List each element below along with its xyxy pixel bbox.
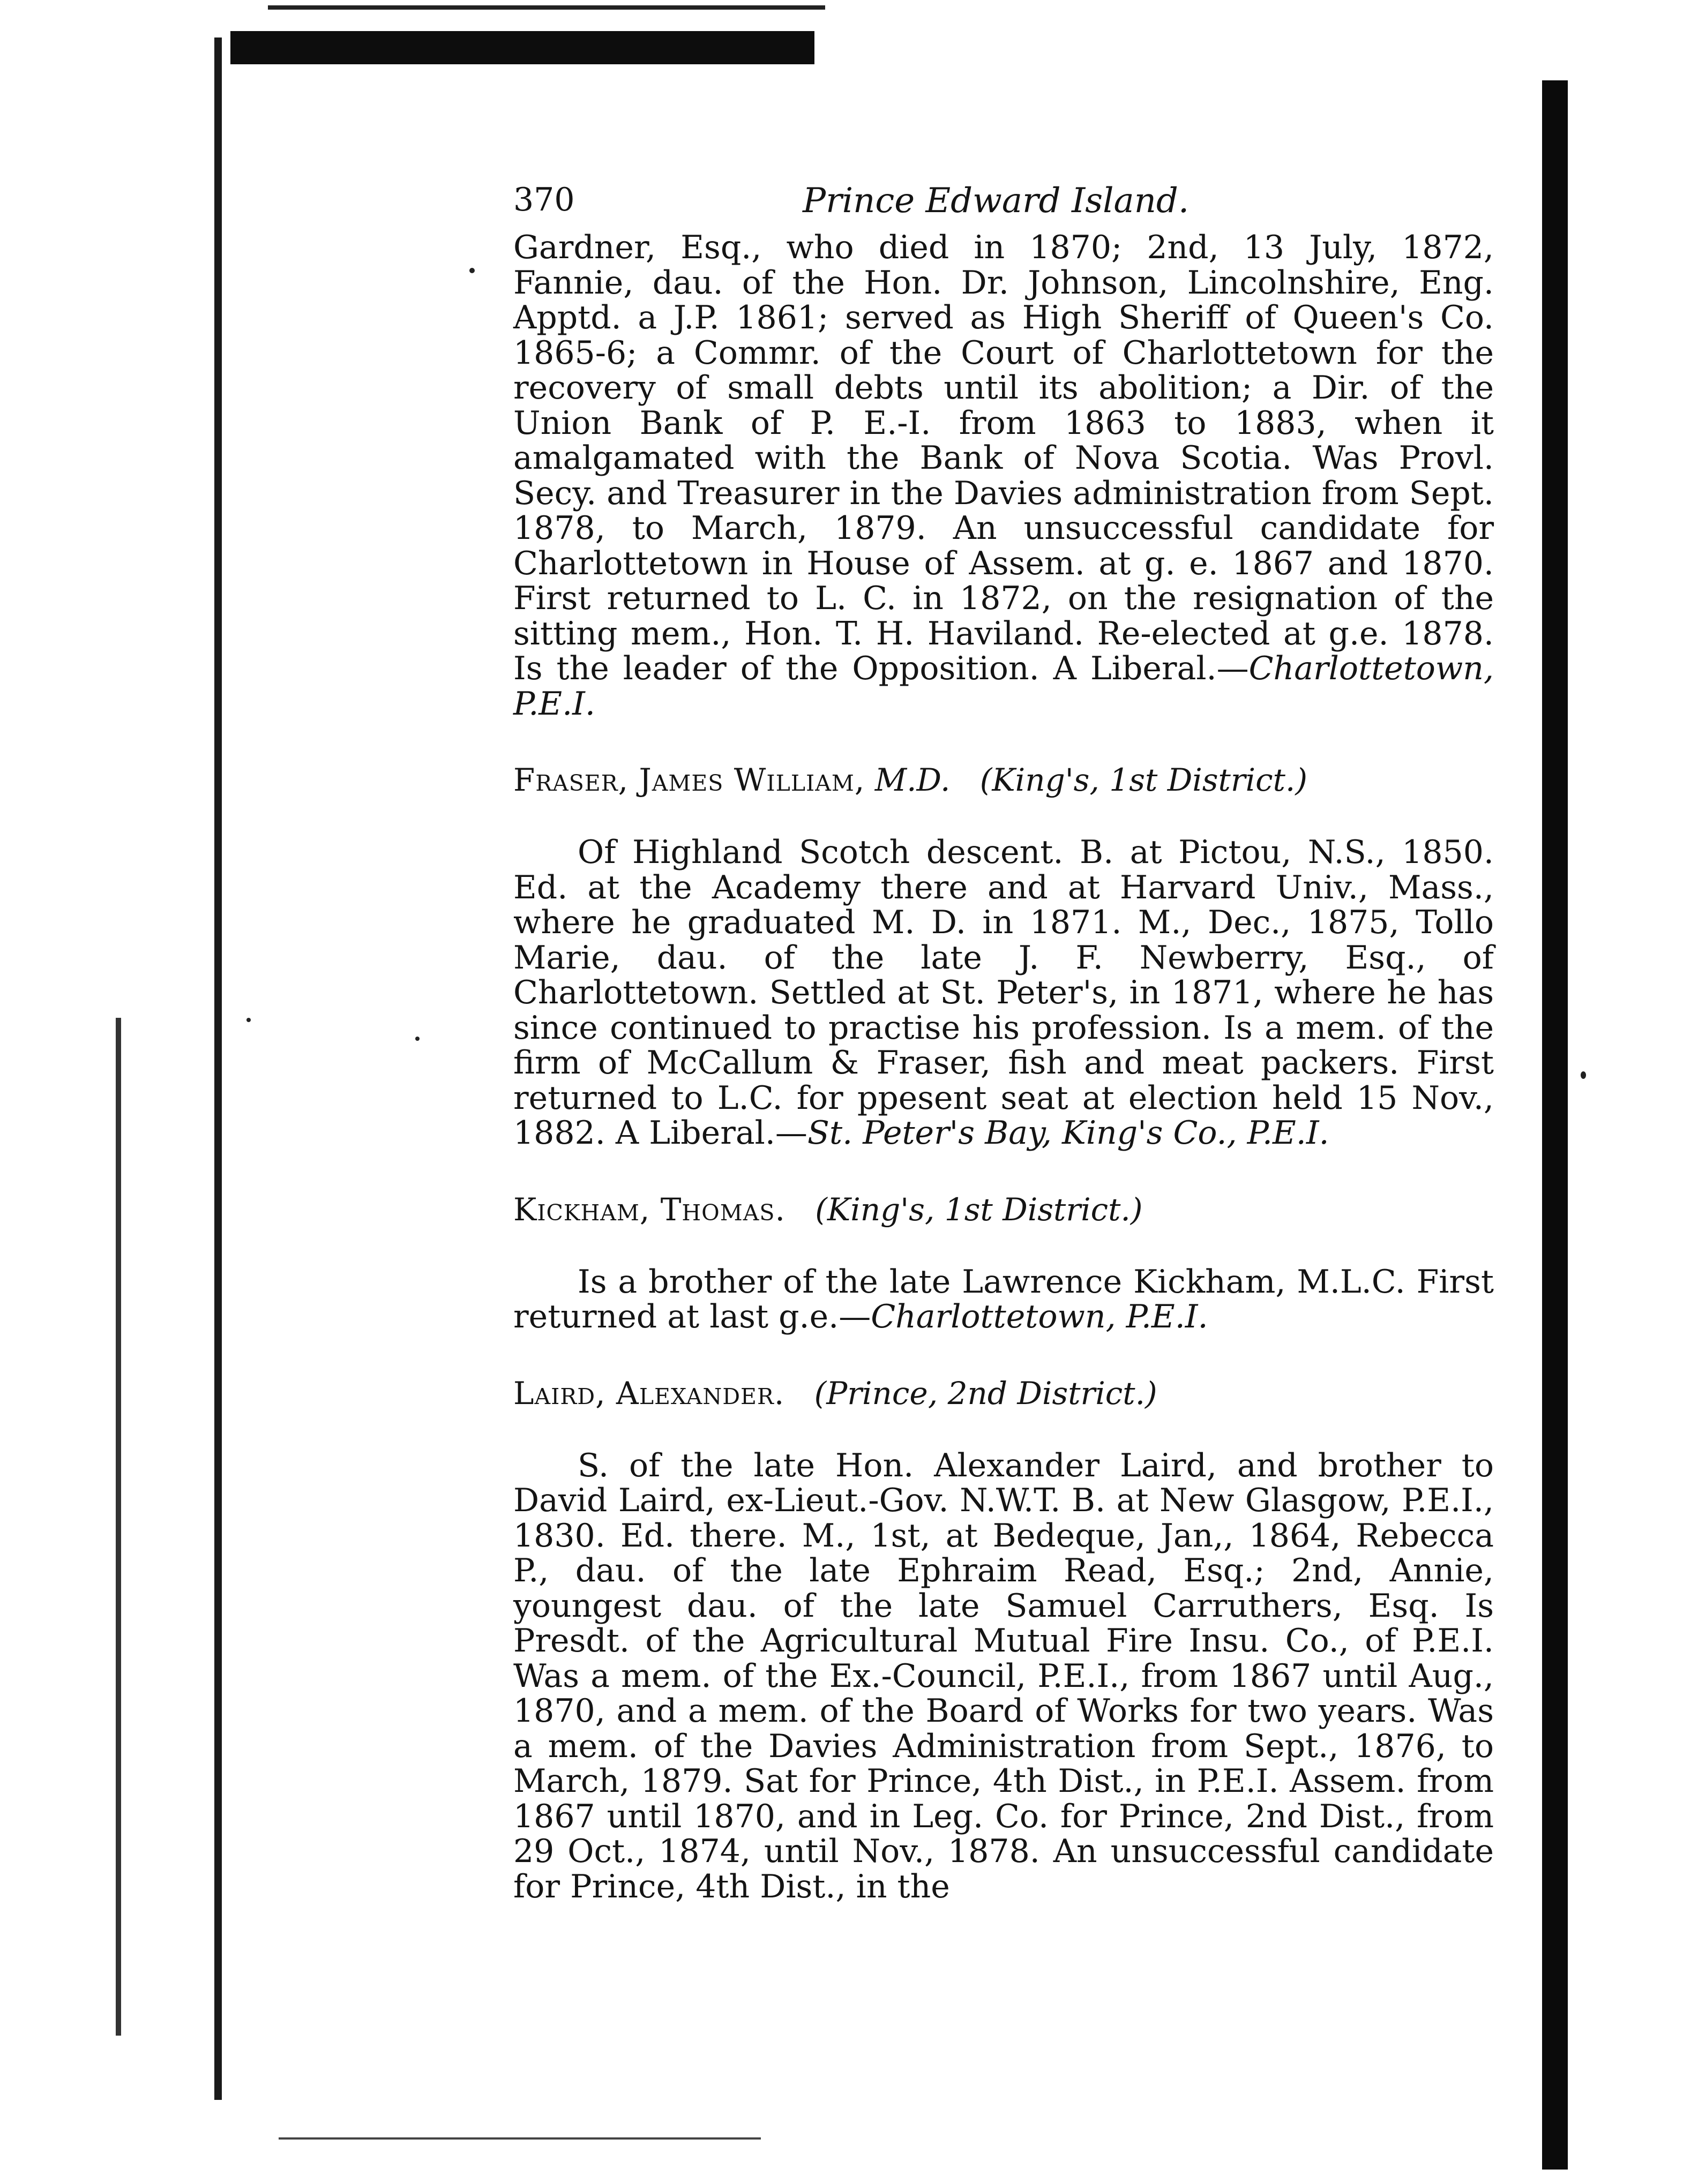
entry-heading-fraser: [513, 762, 1494, 798]
entry-address: St. Peter's Bay, King's Co., P.E.I.: [807, 1114, 1329, 1152]
entry-name: Laird, Alexander.: [513, 1375, 785, 1412]
scan-shadow-right: [1542, 80, 1568, 2170]
running-header: [513, 177, 1494, 230]
continued-entry: [513, 230, 1494, 722]
entry-kickham: [513, 1265, 1494, 1335]
scan-speck: [415, 1037, 420, 1041]
entry-address: Charlottetown, P.E.I.: [871, 1298, 1208, 1335]
entry-degree: M.D.: [874, 762, 951, 798]
scan-binding-edge: [214, 37, 222, 2100]
page-number: 370: [513, 181, 575, 219]
entry-fraser: [513, 835, 1494, 1151]
entry-constituency: (Prince, 2nd District.): [814, 1375, 1157, 1412]
entry-heading-kickham: [513, 1192, 1494, 1227]
scan-speck: [1581, 1071, 1586, 1079]
scan-margin-line: [116, 1018, 121, 2036]
entry-name: Kickham, Thomas.: [513, 1191, 786, 1228]
scan-edge-line: [268, 5, 825, 10]
running-title: Prince Edward Island.: [803, 181, 1190, 221]
entry-body: Gardner, Esq., who died in 1870; 2nd, 13 July, 1872, Fannie, dau. of the Hon. Dr. Johnson, Lincolnshire, Eng. Apptd. a J.P. 1861; served as High Sheriff of Queen's Co. 1865-6; a Commr. of the Court of Charlottetown for the recovery of small debts until its abolition; a Dir. of the Union Bank of P. E.-I. from 1863 to 1883, when it amalgamated with the Bank of Nova Scotia. Was Provl. Secy. and Treasurer in the Davies administration from Sept. 1878, to March, 1879. An unsuccessful candidate for Charlottetown in House of Assem. at g. e. 1867 and 1870. First returned to L. C. in 1872, on the resignation of the sitting mem., Hon. T. H. Haviland. Re-elected at g.e. 1878. Is the leader of the Opposition. A Liberal.—: [513, 229, 1494, 687]
entry-address: Charlottetown, P.E.I.: [513, 650, 1494, 723]
entry-body: Is a brother of the late Lawrence Kickham, M.L.C. First returned at last g.e.—: [513, 1263, 1494, 1335]
entry-constituency: (King's, 1st District.): [815, 1191, 1143, 1228]
entry-constituency: (King's, 1st District.): [979, 762, 1307, 798]
entry-heading-laird: [513, 1376, 1494, 1411]
entry-laird: [513, 1446, 1494, 1905]
document-page: [513, 177, 1494, 1904]
scan-bottom-line: [279, 2137, 761, 2140]
entry-body: S. of the late Hon. Alexander Laird, and brother to David Laird, ex-Lieut.-Gov. N.W.T. B. at New Glasgow, P.E.I., 1830. Ed. there. M., 1st, at Bedeque, Jan,, 1864, Rebecca P., dau. of the late Ephraim Read, Esq.; 2nd, Annie, youngest dau. of the late Samuel Carruthers, Esq. Is Presdt. of the Agricultural Mutual Fire Insu. Co., of P.E.I. Was a mem. of the Ex.-Council, P.E.I., from 1867 until Aug., 1870, and a mem. of the Board of Works for two years. Was a mem. of the Davies Administration from Sept., 1876, to March, 1879. Sat for Prince, 4th Dist., in P.E.I. Assem. from 1867 until 1870, and in Leg. Co. for Prince, 2nd Dist., from 29 Oct., 1874, until Nov., 1878. An unsuccessful candidate for Prince, 4th Dist., in the: [513, 1446, 1494, 1905]
entry-name: Fraser, James William,: [513, 762, 865, 798]
scan-speck: [469, 268, 475, 273]
scan-speck: [246, 1018, 251, 1022]
scan-shadow-top: [230, 31, 814, 64]
entry-body: Of Highland Scotch descent. B. at Pictou, N.S., 1850. Ed. at the Academy there and at Harvard Univ., Mass., where he graduated M. D. in 1871. M., Dec., 1875, Tollo Marie, dau. of the late J. F. Newberry, Esq., of Charlottetown. Settled at St. Peter's, in 1871, where he has since continued to practise his profession. Is a mem. of the firm of McCallum & Fraser, fish and meat packers. First returned to L.C. for ppesent seat at election held 15 Nov., 1882. A Liberal.—: [513, 834, 1494, 1152]
